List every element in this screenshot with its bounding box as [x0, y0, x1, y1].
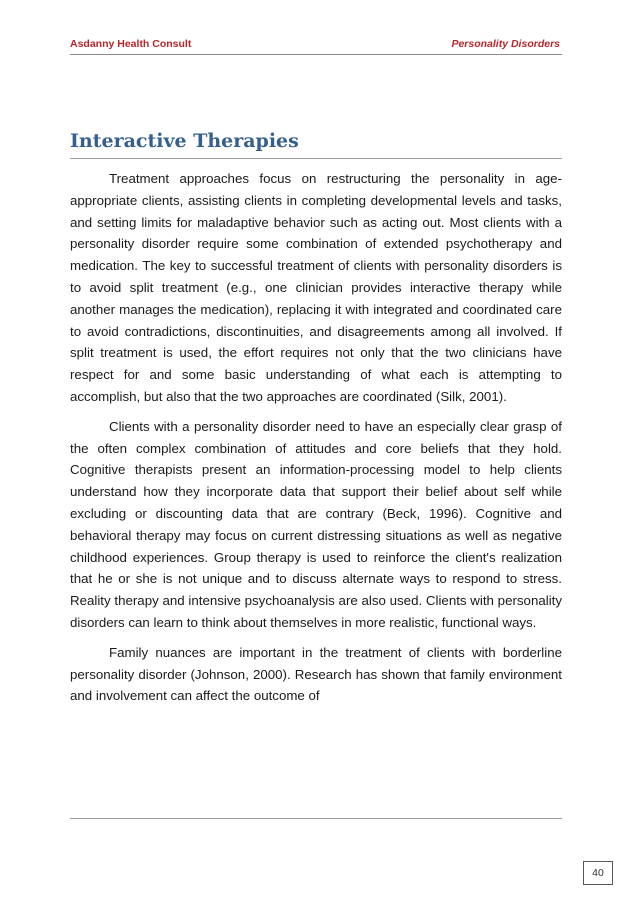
paragraph: Clients with a personality disorder need to have an especially clear grasp of the often complex combination of attitudes and core beliefs that they hold. Cognitive therapists present an information-processing model to help clients understand how they incorporate data that support their belief about self while excluding or discounting data that are contrary (Beck, 1996). Cognitive and behavioral therapy may focus on current distressing situations as well as negative childhood experiences. Group therapy is used to reinforce the client's realization that he or she is not unique and to discuss alternate ways to respond to stress. Reality therapy and intensive psychoanalysis are also used. Clients with personality disorders can learn to think about themselves in more realistic, functional ways. [70, 418, 562, 630]
header-topic: Personality Disorders [451, 38, 560, 50]
paragraph: Treatment approaches focus on restructuring the personality in age-appropriate clients, assisting clients in completing developmental levels and tasks, and setting limits for maladaptive behavior such as acting out. Most clients with a personality disorder require some combination of extended psychotherapy and medication. The key to successful treatment of clients with personality disorders is to avoid split treatment (e.g., one clinician provides interactive therapy while another manages the medication), replacing it with integrated and coordinated care to avoid contradictions, discontinuities, and disagreements among all involved. If split treatment is used, the effort requires not only that the two clinicians have respect for and some basic understanding of what each is attempting to accomplish, but also that the two approaches are coordinated (Silk, 2001). [70, 171, 562, 404]
paragraph: Family nuances are important in the treatment of clients with borderline personality disorder (Johnson, 2000). Research has shown that family environment and involvement can affect the outcome of [70, 644, 562, 704]
page-header [70, 38, 562, 55]
section-body [70, 168, 562, 715]
footer-rule [70, 818, 562, 819]
section-title: Interactive Therapies [70, 128, 562, 159]
page-number: 40 [583, 861, 613, 885]
header-organization: Asdanny Health Consult [70, 38, 192, 50]
